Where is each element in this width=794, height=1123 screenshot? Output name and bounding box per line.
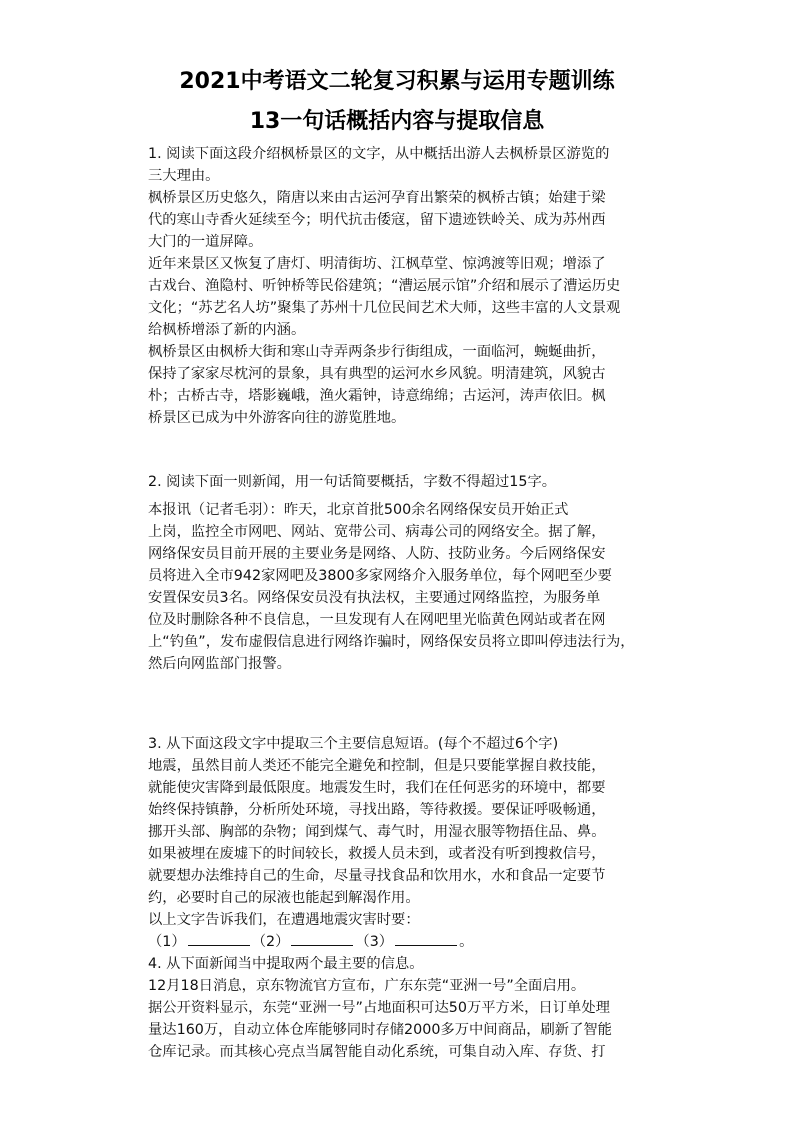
q1-line: 给枫桥增添了新的内涵。 [148,322,306,338]
q1-line: 1. 阅读下面这段介绍枫桥景区的文字，从中概括出游人去枫桥景区游览的 [148,146,610,162]
answer-blank-1[interactable] [188,931,250,946]
q2-line: 位及时删除各种不良信息，一旦发现有人在网吧里光临黄色网站或者在网 [148,612,606,628]
q1-line: 朴；古桥古寺，塔影巍峨，渔火霜钟，诗意绵绵；古运河，涛声依旧。枫 [148,388,606,404]
blank-label-2: （2） [251,934,290,950]
q1-line: 枫桥景区历史悠久，隋唐以来由古运河孕育出繁荣的枫桥古镇；始建于梁 [148,190,606,206]
q1-line: 三大理由。 [148,168,220,184]
q2-line: 安置保安员3名。网络保安员没有执法权，主要通过网络监控，为服务单 [148,590,601,606]
q2-line: 本报讯（记者毛羽）：昨天，北京首批500余名网络保安员开始正式 [148,502,569,518]
q1-line: 大门的一道屏障。 [148,234,263,250]
answer-blank-3[interactable] [395,931,457,946]
q3-line: 3. 从下面这段文字中提取三个主要信息短语。(每个不超过6个字) [148,736,559,752]
q2-line: 2. 阅读下面一则新闻，用一句话简要概括，字数不得超过15字。 [148,474,557,490]
q3-line: 地震，虽然目前人类还不能完全避免和控制，但是只要能掌握自救技能， [148,758,606,774]
q1-line: 保持了家家尽枕河的景象，具有典型的运河水乡风貌。明清建筑，风貌古 [148,366,606,382]
q1-line: 桥景区已成为中外游客向往的游览胜地。 [148,410,406,426]
q1-line: 代的寒山寺香火延续至今；明代抗击倭寇，留下遗迹铁岭关、成为苏州西 [148,212,606,228]
q3-line: 就能使灾害降到最低限度。地震发生时，我们在任何恶劣的环境中，都要 [148,780,606,796]
q3-line: 挪开头部、胸部的杂物；闻到煤气、毒气时，用湿衣服等物捂住品、鼻。 [148,824,606,840]
q4-line: 4. 从下面新闻当中提取两个最主要的信息。 [148,956,424,972]
q4-line: 据公开资料显示，东莞“亚洲一号”占地面积可达50万平方米，日订单处理 [148,1000,610,1016]
document-subtitle: 13一句话概括内容与提取信息 [249,109,545,134]
blank-end: 。 [459,934,474,950]
q2-line: 上“钓鱼”，发布虚假信息进行网络诈骗时，网络保安员将立即叫停违法行为， [148,634,635,650]
answer-blank-2[interactable] [291,931,353,946]
q4-line: 仓库记录。而其核心亮点当属智能自动化系统，可集自动入库、存货、打 [148,1044,606,1060]
blank-label-1: （1） [148,934,186,950]
q3-answer-blanks [148,931,473,953]
q2-line: 员将进入全市942家网吧及3800多家网络介入服务单位，每个网吧至少要 [148,568,612,584]
q1-line: 近年来景区又恢复了唐灯、明清街坊、江枫草堂、惊鸿渡等旧观；增添了 [148,256,606,272]
document-title: 2021中考语文二轮复习积累与运用专题训练 [179,69,615,94]
q2-line: 网络保安员目前开展的主要业务是网络、人防、技防业务。今后网络保安 [148,546,606,562]
q3-line: 就要想办法维持自己的生命，尽量寻找食品和饮用水，水和食品一定要节 [148,868,606,884]
q2-line: 然后向网监部门报警。 [148,656,291,672]
q1-line: 古戏台、渔隐村、听钟桥等民俗建筑；“漕运展示馆”介绍和展示了漕运历史 [148,278,621,294]
q4-line: 12月18日消息，京东物流官方宣布，广东东莞“亚洲一号”全面启用。 [148,978,586,994]
q2-line: 上岗，监控全市网吧、网站、宽带公司、病毒公司的网络安全。据了解， [148,524,606,540]
q1-line: 枫桥景区由枫桥大街和寒山寺弄两条步行街组成，一面临河，蜿蜒曲折， [148,344,606,360]
blank-label-3: （3） [355,934,394,950]
q3-line: 以上文字告诉我们，在遭遇地震灾害时要： [148,912,420,928]
q4-line: 量达160万，自动立体仓库能够同时存储2000多万中间商品，刷新了智能 [148,1022,612,1038]
q3-line: 如果被埋在废墟下的时间较长，救援人员未到，或者没有听到搜救信号， [148,846,606,862]
q1-line: 文化；“苏艺名人坊”聚集了苏州十几位民间艺术大师，这些丰富的人文景观 [148,300,621,316]
q3-line: 始终保持镇静，分析所处环境，寻找出路，等待救援。要保证呼吸畅通， [148,802,606,818]
q3-line: 约，必要时自己的尿液也能起到解渴作用。 [148,890,420,906]
